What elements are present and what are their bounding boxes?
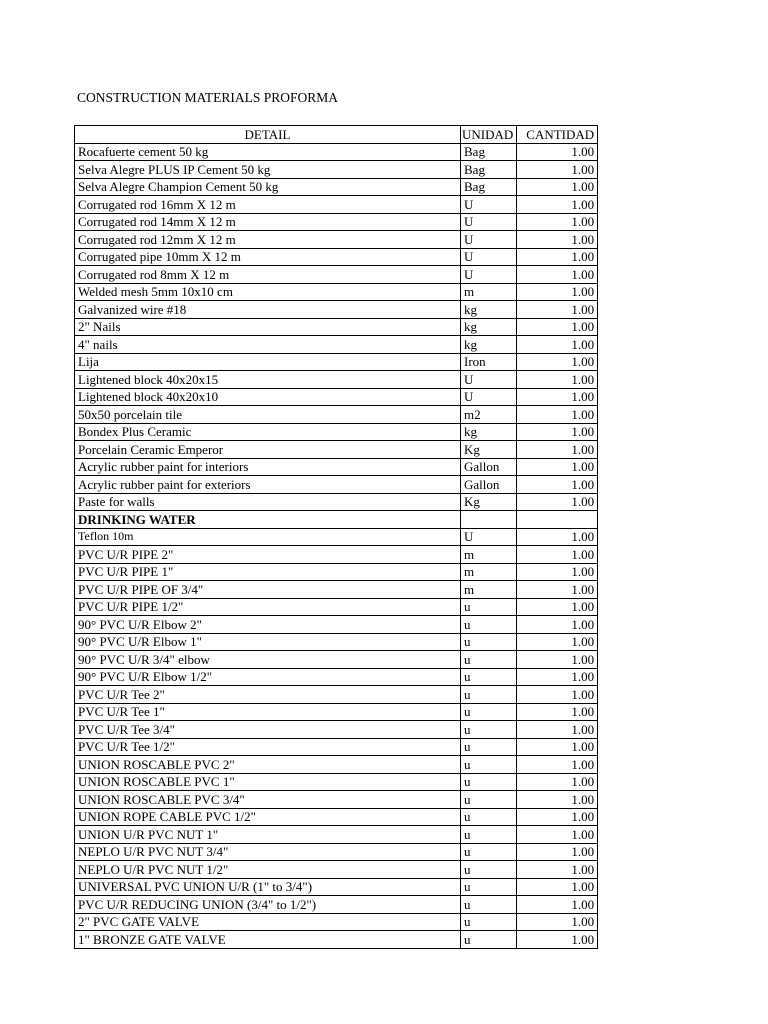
item-quantity: 1.00 <box>517 318 598 336</box>
item-quantity: 1.00 <box>517 878 598 896</box>
item-quantity <box>517 511 598 529</box>
table-row <box>75 756 598 774</box>
item-unit: u <box>461 668 517 686</box>
item-quantity: 1.00 <box>517 808 598 826</box>
item-unit: U <box>461 196 517 214</box>
table-row <box>75 703 598 721</box>
item-unit: kg <box>461 318 517 336</box>
item-quantity: 1.00 <box>517 931 598 949</box>
item-quantity: 1.00 <box>517 476 598 494</box>
item-unit: Kg <box>461 493 517 511</box>
table-row <box>75 808 598 826</box>
item-detail: UNION U/R PVC NUT 1" <box>75 826 461 844</box>
table-row <box>75 598 598 616</box>
item-unit: Gallon <box>461 458 517 476</box>
item-detail: 90° PVC U/R Elbow 1" <box>75 633 461 651</box>
item-quantity: 1.00 <box>517 336 598 354</box>
table-row <box>75 616 598 634</box>
item-quantity: 1.00 <box>517 598 598 616</box>
item-unit: kg <box>461 301 517 319</box>
item-unit: u <box>461 878 517 896</box>
item-unit: U <box>461 528 517 546</box>
item-quantity: 1.00 <box>517 546 598 564</box>
item-quantity: 1.00 <box>517 301 598 319</box>
table-row <box>75 301 598 319</box>
item-quantity: 1.00 <box>517 721 598 739</box>
item-detail: PVC U/R PIPE OF 3/4" <box>75 581 461 599</box>
item-unit: u <box>461 861 517 879</box>
item-quantity: 1.00 <box>517 458 598 476</box>
item-quantity: 1.00 <box>517 143 598 161</box>
item-detail: Acrylic rubber paint for exteriors <box>75 476 461 494</box>
section-header-row <box>75 511 598 529</box>
table-row <box>75 581 598 599</box>
item-quantity: 1.00 <box>517 738 598 756</box>
item-quantity: 1.00 <box>517 423 598 441</box>
item-quantity: 1.00 <box>517 581 598 599</box>
table-row <box>75 651 598 669</box>
item-quantity: 1.00 <box>517 668 598 686</box>
table-row <box>75 266 598 284</box>
item-detail: 90° PVC U/R 3/4" elbow <box>75 651 461 669</box>
table-row <box>75 406 598 424</box>
item-quantity: 1.00 <box>517 773 598 791</box>
table-row <box>75 896 598 914</box>
table-row <box>75 161 598 179</box>
item-unit <box>461 511 517 529</box>
item-quantity: 1.00 <box>517 388 598 406</box>
proforma-table <box>74 125 598 949</box>
item-detail: PVC U/R REDUCING UNION (3/4" to 1/2") <box>75 896 461 914</box>
item-quantity: 1.00 <box>517 528 598 546</box>
item-unit: u <box>461 808 517 826</box>
item-detail: 1" BRONZE GATE VALVE <box>75 931 461 949</box>
item-quantity: 1.00 <box>517 826 598 844</box>
item-detail: PVC U/R Tee 1/2" <box>75 738 461 756</box>
table-row <box>75 143 598 161</box>
item-detail: UNION ROSCABLE PVC 1" <box>75 773 461 791</box>
item-detail: Paste for walls <box>75 493 461 511</box>
item-quantity: 1.00 <box>517 406 598 424</box>
item-detail: UNION ROPE CABLE PVC 1/2" <box>75 808 461 826</box>
section-title: DRINKING WATER <box>75 511 461 529</box>
item-unit: Bag <box>461 178 517 196</box>
item-unit: u <box>461 931 517 949</box>
item-quantity: 1.00 <box>517 283 598 301</box>
item-quantity: 1.00 <box>517 843 598 861</box>
table-row <box>75 546 598 564</box>
item-detail: 2" Nails <box>75 318 461 336</box>
item-quantity: 1.00 <box>517 248 598 266</box>
table-row <box>75 843 598 861</box>
item-detail: PVC U/R PIPE 1" <box>75 563 461 581</box>
document-title: CONSTRUCTION MATERIALS PROFORMA <box>77 90 339 105</box>
item-detail: PVC U/R Tee 2" <box>75 686 461 704</box>
table-row <box>75 861 598 879</box>
item-detail: 90° PVC U/R Elbow 1/2" <box>75 668 461 686</box>
item-quantity: 1.00 <box>517 213 598 231</box>
item-detail: Lightened block 40x20x15 <box>75 371 461 389</box>
table-row <box>75 738 598 756</box>
item-unit: u <box>461 721 517 739</box>
item-unit: U <box>461 231 517 249</box>
item-unit: m <box>461 563 517 581</box>
item-unit: Gallon <box>461 476 517 494</box>
table-row <box>75 423 598 441</box>
item-quantity: 1.00 <box>517 196 598 214</box>
table-row <box>75 458 598 476</box>
table-row <box>75 371 598 389</box>
item-unit: Iron <box>461 353 517 371</box>
item-quantity: 1.00 <box>517 563 598 581</box>
item-detail: Corrugated rod 8mm X 12 m <box>75 266 461 284</box>
item-detail: Lija <box>75 353 461 371</box>
table-row <box>75 721 598 739</box>
table-row <box>75 388 598 406</box>
table-row <box>75 178 598 196</box>
item-unit: kg <box>461 423 517 441</box>
item-quantity: 1.00 <box>517 791 598 809</box>
item-unit: u <box>461 633 517 651</box>
table-row <box>75 318 598 336</box>
item-unit: m <box>461 283 517 301</box>
item-quantity: 1.00 <box>517 353 598 371</box>
item-detail: Porcelain Ceramic Emperor <box>75 441 461 459</box>
item-detail: Selva Alegre Champion Cement 50 kg <box>75 178 461 196</box>
item-quantity: 1.00 <box>517 703 598 721</box>
item-unit: u <box>461 651 517 669</box>
item-unit: U <box>461 248 517 266</box>
item-detail: UNION ROSCABLE PVC 2" <box>75 756 461 774</box>
item-unit: u <box>461 598 517 616</box>
item-detail: 4" nails <box>75 336 461 354</box>
item-detail: Acrylic rubber paint for interiors <box>75 458 461 476</box>
item-quantity: 1.00 <box>517 686 598 704</box>
table-row <box>75 248 598 266</box>
table-header-row <box>75 126 598 144</box>
item-detail: NEPLO U/R PVC NUT 1/2" <box>75 861 461 879</box>
item-detail: 90° PVC U/R Elbow 2" <box>75 616 461 634</box>
item-quantity: 1.00 <box>517 493 598 511</box>
item-unit: u <box>461 913 517 931</box>
item-unit: u <box>461 896 517 914</box>
item-unit: m2 <box>461 406 517 424</box>
table-row <box>75 563 598 581</box>
table-row <box>75 283 598 301</box>
table-row <box>75 196 598 214</box>
item-quantity: 1.00 <box>517 651 598 669</box>
item-detail: Corrugated pipe 10mm X 12 m <box>75 248 461 266</box>
item-detail: Selva Alegre PLUS IP Cement 50 kg <box>75 161 461 179</box>
header-quantity: CANTIDAD <box>517 126 598 144</box>
table-row <box>75 633 598 651</box>
table-row <box>75 528 598 546</box>
item-unit: u <box>461 686 517 704</box>
item-detail: Bondex Plus Ceramic <box>75 423 461 441</box>
item-quantity: 1.00 <box>517 266 598 284</box>
item-detail: UNIVERSAL PVC UNION U/R (1" to 3/4") <box>75 878 461 896</box>
item-unit: u <box>461 738 517 756</box>
table-row <box>75 878 598 896</box>
item-quantity: 1.00 <box>517 231 598 249</box>
table-row <box>75 231 598 249</box>
item-detail: Teflon 10m <box>75 528 461 546</box>
item-quantity: 1.00 <box>517 178 598 196</box>
item-detail: Corrugated rod 16mm X 12 m <box>75 196 461 214</box>
header-unit: UNIDAD <box>461 126 517 144</box>
item-quantity: 1.00 <box>517 371 598 389</box>
item-unit: Kg <box>461 441 517 459</box>
item-unit: u <box>461 616 517 634</box>
table-row <box>75 913 598 931</box>
item-quantity: 1.00 <box>517 896 598 914</box>
table-row <box>75 353 598 371</box>
item-detail: Galvanized wire #18 <box>75 301 461 319</box>
table-row <box>75 931 598 949</box>
item-quantity: 1.00 <box>517 633 598 651</box>
item-unit: u <box>461 773 517 791</box>
item-quantity: 1.00 <box>517 861 598 879</box>
item-quantity: 1.00 <box>517 913 598 931</box>
item-unit: Bag <box>461 143 517 161</box>
item-detail: Welded mesh 5mm 10x10 cm <box>75 283 461 301</box>
item-detail: PVC U/R Tee 1" <box>75 703 461 721</box>
table-row <box>75 686 598 704</box>
item-detail: Corrugated rod 12mm X 12 m <box>75 231 461 249</box>
item-detail: NEPLO U/R PVC NUT 3/4" <box>75 843 461 861</box>
item-unit: u <box>461 843 517 861</box>
item-detail: UNION ROSCABLE PVC 3/4" <box>75 791 461 809</box>
item-unit: m <box>461 581 517 599</box>
item-unit: u <box>461 703 517 721</box>
item-unit: u <box>461 826 517 844</box>
item-detail: Lightened block 40x20x10 <box>75 388 461 406</box>
item-detail: 2" PVC GATE VALVE <box>75 913 461 931</box>
item-unit: Bag <box>461 161 517 179</box>
item-unit: U <box>461 213 517 231</box>
table-row <box>75 791 598 809</box>
item-quantity: 1.00 <box>517 161 598 179</box>
table-row <box>75 476 598 494</box>
item-unit: U <box>461 388 517 406</box>
table-row <box>75 493 598 511</box>
item-unit: u <box>461 791 517 809</box>
item-unit: U <box>461 371 517 389</box>
item-quantity: 1.00 <box>517 441 598 459</box>
item-unit: kg <box>461 336 517 354</box>
table-row <box>75 773 598 791</box>
table-row <box>75 826 598 844</box>
item-detail: Corrugated rod 14mm X 12 m <box>75 213 461 231</box>
item-unit: u <box>461 756 517 774</box>
item-detail: PVC U/R Tee 3/4" <box>75 721 461 739</box>
item-detail: Rocafuerte cement 50 kg <box>75 143 461 161</box>
item-detail: PVC U/R PIPE 2" <box>75 546 461 564</box>
table-row <box>75 668 598 686</box>
table-row <box>75 213 598 231</box>
header-detail: DETAIL <box>75 126 461 144</box>
item-detail: 50x50 porcelain tile <box>75 406 461 424</box>
item-unit: m <box>461 546 517 564</box>
item-detail: PVC U/R PIPE 1/2" <box>75 598 461 616</box>
table-row <box>75 441 598 459</box>
table-row <box>75 336 598 354</box>
item-quantity: 1.00 <box>517 616 598 634</box>
item-unit: U <box>461 266 517 284</box>
item-quantity: 1.00 <box>517 756 598 774</box>
